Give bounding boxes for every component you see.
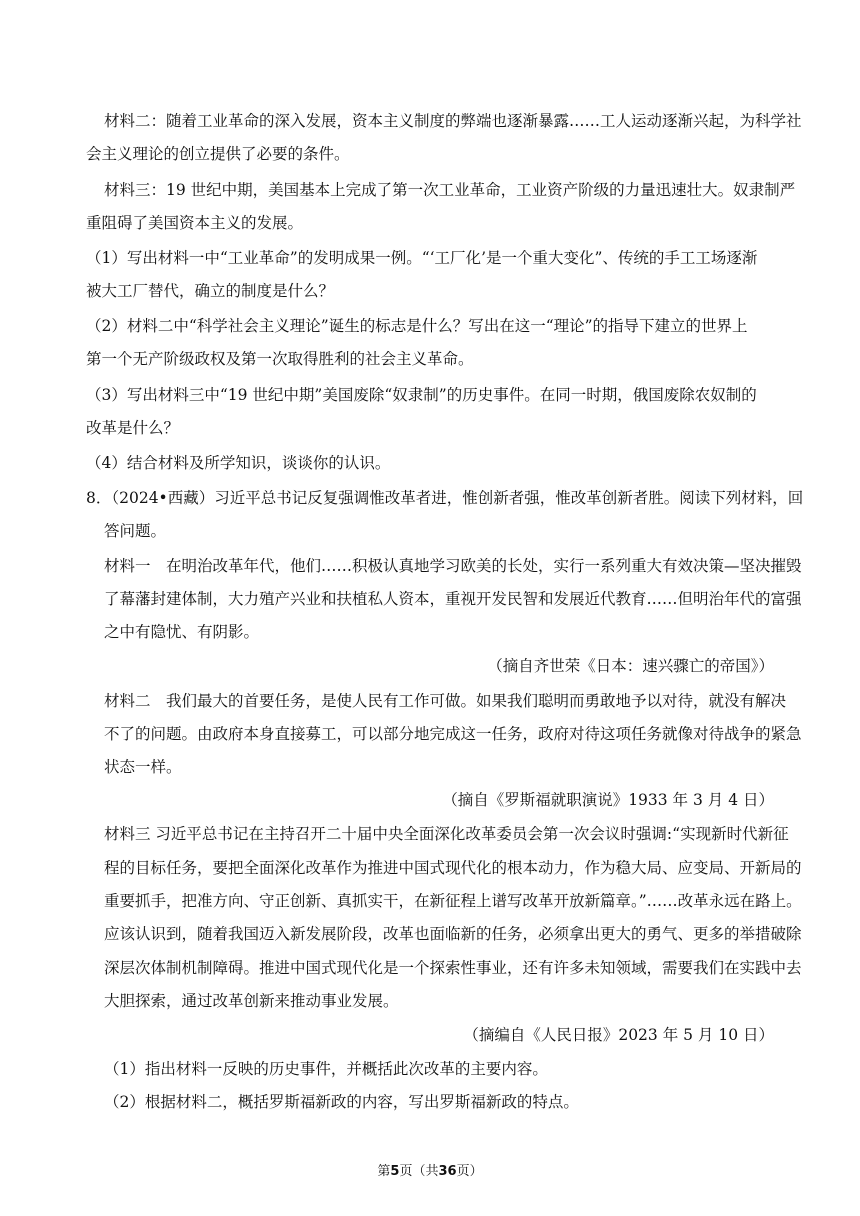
q7-question4: （4）结合材料及所学知识，谈谈你的认识。 bbox=[86, 454, 391, 472]
q8-material3-line3: 重要抓手，把准方向、守正创新、真抓实干，在新征程上谱写改革开放新篇章。”……改革永远在路上。 bbox=[104, 892, 802, 910]
q8-material3-source: （摘编自《人民日报》2023 年 5 月 10 日） bbox=[463, 1026, 774, 1044]
q7-question1-line2: 被大工厂替代，确立的制度是什么？ bbox=[86, 282, 335, 300]
q8-intro-line2: 答问题。 bbox=[104, 522, 167, 540]
q8-material1-line3: 之中有隐忧、有阴影。 bbox=[104, 623, 260, 641]
footer-prefix: 第 bbox=[377, 1164, 391, 1179]
q8-material3-line1: 材料三 习近平总书记在主持召开二十届中央全面深化改革委员会第一次会议时强调:“实现新时代新征 bbox=[104, 825, 789, 843]
q8-question1: （1）指出材料一反映的历史事件，并概括此次改革的主要内容。 bbox=[104, 1060, 548, 1078]
q7-question2-line2: 第一个无产阶级政权及第一次取得胜利的社会主义革命。 bbox=[86, 350, 474, 368]
q7-question2-line1: （2）材料二中“科学社会主义理论”诞生的标志是什么？写出在这一“理论”的指导下建立的世界上 bbox=[86, 317, 748, 335]
q8-material3-line5: 深层次体制机制障碍。推进中国式现代化是一个探索性事业，还有许多未知领域，需要我们在实践中去 bbox=[104, 959, 802, 977]
q8-material3-line6: 大胆探索，通过改革创新来推动事业发展。 bbox=[104, 992, 399, 1010]
q8-material1-source: （摘自齐世荣《日本：速兴骤亡的帝国》） bbox=[487, 657, 774, 675]
material2-line1: 材料二：随着工业革命的深入发展，资本主义制度的弊端也逐渐暴露……工人运动逐渐兴起，为科学社 bbox=[104, 112, 802, 130]
footer-suffix: 页） bbox=[456, 1164, 483, 1179]
q7-question3-line1: （3）写出材料三中“19 世纪中期”美国废除“奴隶制”的历史事件。在同一时期，俄国废除农奴制的 bbox=[86, 386, 757, 404]
page-footer bbox=[0, 1160, 860, 1179]
footer-page-number: 5 bbox=[390, 1164, 400, 1179]
q8-material1-line2: 了幕藩封建体制，大力殖产兴业和扶植私人资本，重视开发民智和发展近代教育……但明治年代的富强 bbox=[104, 590, 802, 608]
q8-material2-source: （摘自《罗斯福就职演说》1933 年 3 月 4 日） bbox=[442, 791, 774, 809]
material3-line2: 重阻碍了美国资本主义的发展。 bbox=[86, 214, 304, 232]
q8-question2: （2）根据材料二，概括罗斯福新政的内容，写出罗斯福新政的特点。 bbox=[104, 1093, 579, 1111]
material3-line1: 材料三：19 世纪中期，美国基本上完成了第一次工业革命，工业资产阶级的力量迅速壮大。奴隶制严 bbox=[104, 181, 796, 199]
q8-material2-line2: 不了的问题。由政府本身直接募工，可以部分地完成这一任务，政府对待这项任务就像对待战争的紧急 bbox=[104, 725, 802, 743]
q7-question1-line1: （1）写出材料一中“工业革命”的发明成果一例。“‘工厂化’是一个重大变化”、传统的手工工场逐渐 bbox=[86, 249, 758, 267]
q8-material1-line1: 材料一 在明治改革年代，他们……积极认真地学习欧美的长处，实行一系列重大有效决策—坚决摧毁 bbox=[104, 557, 802, 575]
footer-middle: 页（共 bbox=[399, 1164, 439, 1179]
q8-material2-line3: 状态一样。 bbox=[104, 758, 182, 776]
footer-total-pages: 36 bbox=[438, 1164, 457, 1179]
q7-question3-line2: 改革是什么？ bbox=[86, 419, 180, 437]
q8-intro-line1: 8．（2024•西藏）习近平总书记反复强调惟改革者进，惟创新者强，惟改革创新者胜。阅读下列材料，回 bbox=[86, 489, 804, 507]
material2-line2: 会主义理论的创立提供了必要的条件。 bbox=[86, 145, 350, 163]
q8-material3-line2: 程的目标任务，要把全面深化改革作为推进中国式现代化的根本动力，作为稳大局、应变局、开新局的 bbox=[104, 859, 802, 877]
q8-material2-line1: 材料二 我们最大的首要任务，是使人民有工作可做。如果我们聪明而勇敢地予以对待，就没有解决 bbox=[104, 692, 787, 710]
q8-material3-line4: 应该认识到，随着我国迈入新发展阶段，改革也面临新的任务，必须拿出更大的勇气、更多的举措破除 bbox=[104, 925, 802, 943]
